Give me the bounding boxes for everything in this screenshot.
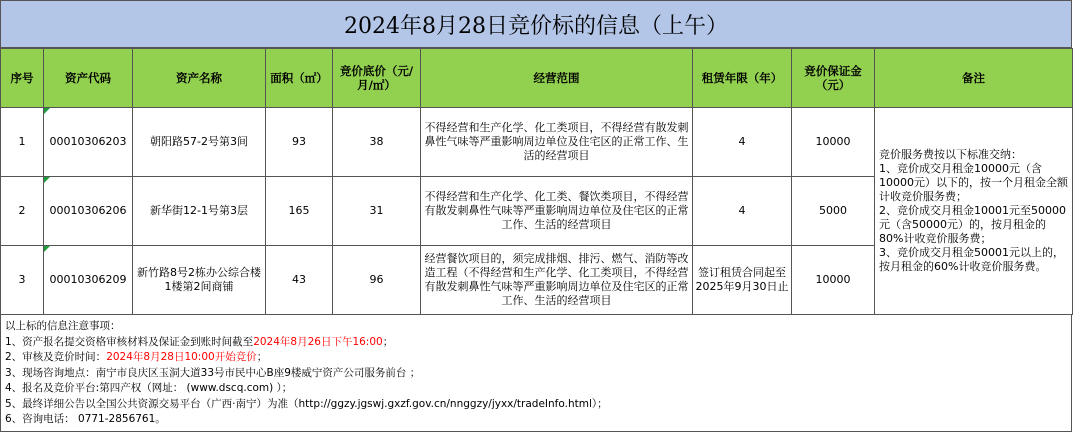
header-remark: 备注: [875, 49, 1073, 108]
deadline-highlight: 2024年8月26日下午16:00: [253, 335, 383, 348]
notes-block[interactable]: [0, 314, 1072, 432]
notes-heading: 以上标的信息注意事项：: [5, 320, 121, 332]
auction-time-highlight: 2024年8月28日10:00开始竞价: [106, 351, 257, 363]
cell-deposit[interactable]: 10000: [792, 246, 875, 315]
cell-no[interactable]: 3: [1, 246, 44, 315]
cell-scope[interactable]: 经营餐饮项目的，须完成排烟、排污、燃气、消防等改造工程（不得经营和生产化学、化工类项目，不得经营有散发刺鼻性气味等严重影响周边单位及住宅区的正常工作、生活的经营项目: [421, 246, 693, 315]
header-code: 资产代码: [44, 49, 133, 108]
cell-price[interactable]: 31: [333, 177, 421, 246]
sheet-title: 2024年8月28日竞价标的信息（上午）: [0, 0, 1072, 48]
cell-scope[interactable]: 不得经营和生产化学、化工类项目，不得经营有散发刺鼻性气味等严重影响周边单位及住宅区的正常工作、生活的经营项目: [421, 108, 693, 177]
cell-term[interactable]: 签订租赁合同起至2025年9月30日止: [693, 246, 792, 315]
cell-name[interactable]: 新竹路8号2栋办公综合楼1楼第2间商铺: [133, 246, 266, 315]
cell-code[interactable]: 00010306203: [44, 108, 133, 177]
cell-term[interactable]: 4: [693, 177, 792, 246]
header-name: 资产名称: [133, 49, 266, 108]
cell-price[interactable]: 38: [333, 108, 421, 177]
cell-name[interactable]: 朝阳路57-2号第3间: [133, 108, 266, 177]
note-line-2: 2、审核及竞价时间：2024年8月28日10:00开始竞价；: [5, 351, 268, 363]
header-deposit: 竞价保证金（元）: [792, 49, 875, 108]
note-line-1: 1、资产报名提交资格审核材料及保证金到账时间截至2024年8月26日下午16:00；: [5, 335, 394, 348]
note-line-4: 4、报名及竞价平台:第四产权（网址： (www.dscq.com) ）；: [5, 382, 293, 394]
cell-area[interactable]: 93: [266, 108, 333, 177]
cell-no[interactable]: 1: [1, 108, 44, 177]
cell-deposit[interactable]: 5000: [792, 177, 875, 246]
remark-line: 竞价服务费按以下标准交纳：: [879, 148, 1022, 161]
cell-code[interactable]: 00010306206: [44, 177, 133, 246]
table-header-row: [1, 49, 1073, 108]
note-line-3: 3、现场咨询地点：南宁市良庆区玉洞大道33号市民中心B座9楼威宁资产公司服务前台 ；: [5, 366, 421, 379]
table-row: [1, 108, 1073, 177]
cell-remark[interactable]: [875, 108, 1073, 315]
note-line-5: 5、最终详细公告以全国公共资源交易平台（广西·南宁）为准（http://ggzy.jgswj.gxzf.gov.cn/nnggzy/jyxx/tradeInfo.html）；: [5, 397, 608, 410]
cell-price[interactable]: 96: [333, 246, 421, 315]
cell-no[interactable]: 2: [1, 177, 44, 246]
note-line-6: 6、咨询电话： 0771-2856761。: [5, 413, 166, 425]
cell-name[interactable]: 新华街12-1号第3层: [133, 177, 266, 246]
cell-deposit[interactable]: 10000: [792, 108, 875, 177]
header-no: 序号: [1, 49, 44, 108]
header-scope: 经营范围: [421, 49, 693, 108]
auction-table: [0, 48, 1073, 315]
header-price: 竞价底价（元/月/㎡）: [333, 49, 421, 108]
cell-scope[interactable]: 不得经营和生产化学、化工类、餐饮类项目，不得经营有散发刺鼻性气味等严重影响周边单位及住宅区的正常工作、生活的经营项目: [421, 177, 693, 246]
remark-text: [879, 148, 1070, 274]
cell-code[interactable]: 00010306209: [44, 246, 133, 315]
remark-line: 1、竞价成交月租金10000元（含10000元）以下的，按一个月租金全额计收竞价服务费；: [879, 162, 1068, 203]
remark-line: 3、竞价成交月租金50001元以上的，按月租金的60%计收竞价服务费。: [879, 246, 1064, 273]
cell-area[interactable]: 43: [266, 246, 333, 315]
cell-term[interactable]: 4: [693, 108, 792, 177]
cell-area[interactable]: 165: [266, 177, 333, 246]
header-area: 面积（㎡）: [266, 49, 333, 108]
remark-line: 2、竞价成交月租金10001元至50000元（含50000元）的，按月租金的80%计收竞价服务费；: [879, 204, 1066, 245]
header-term: 租赁年限（年）: [693, 49, 792, 108]
